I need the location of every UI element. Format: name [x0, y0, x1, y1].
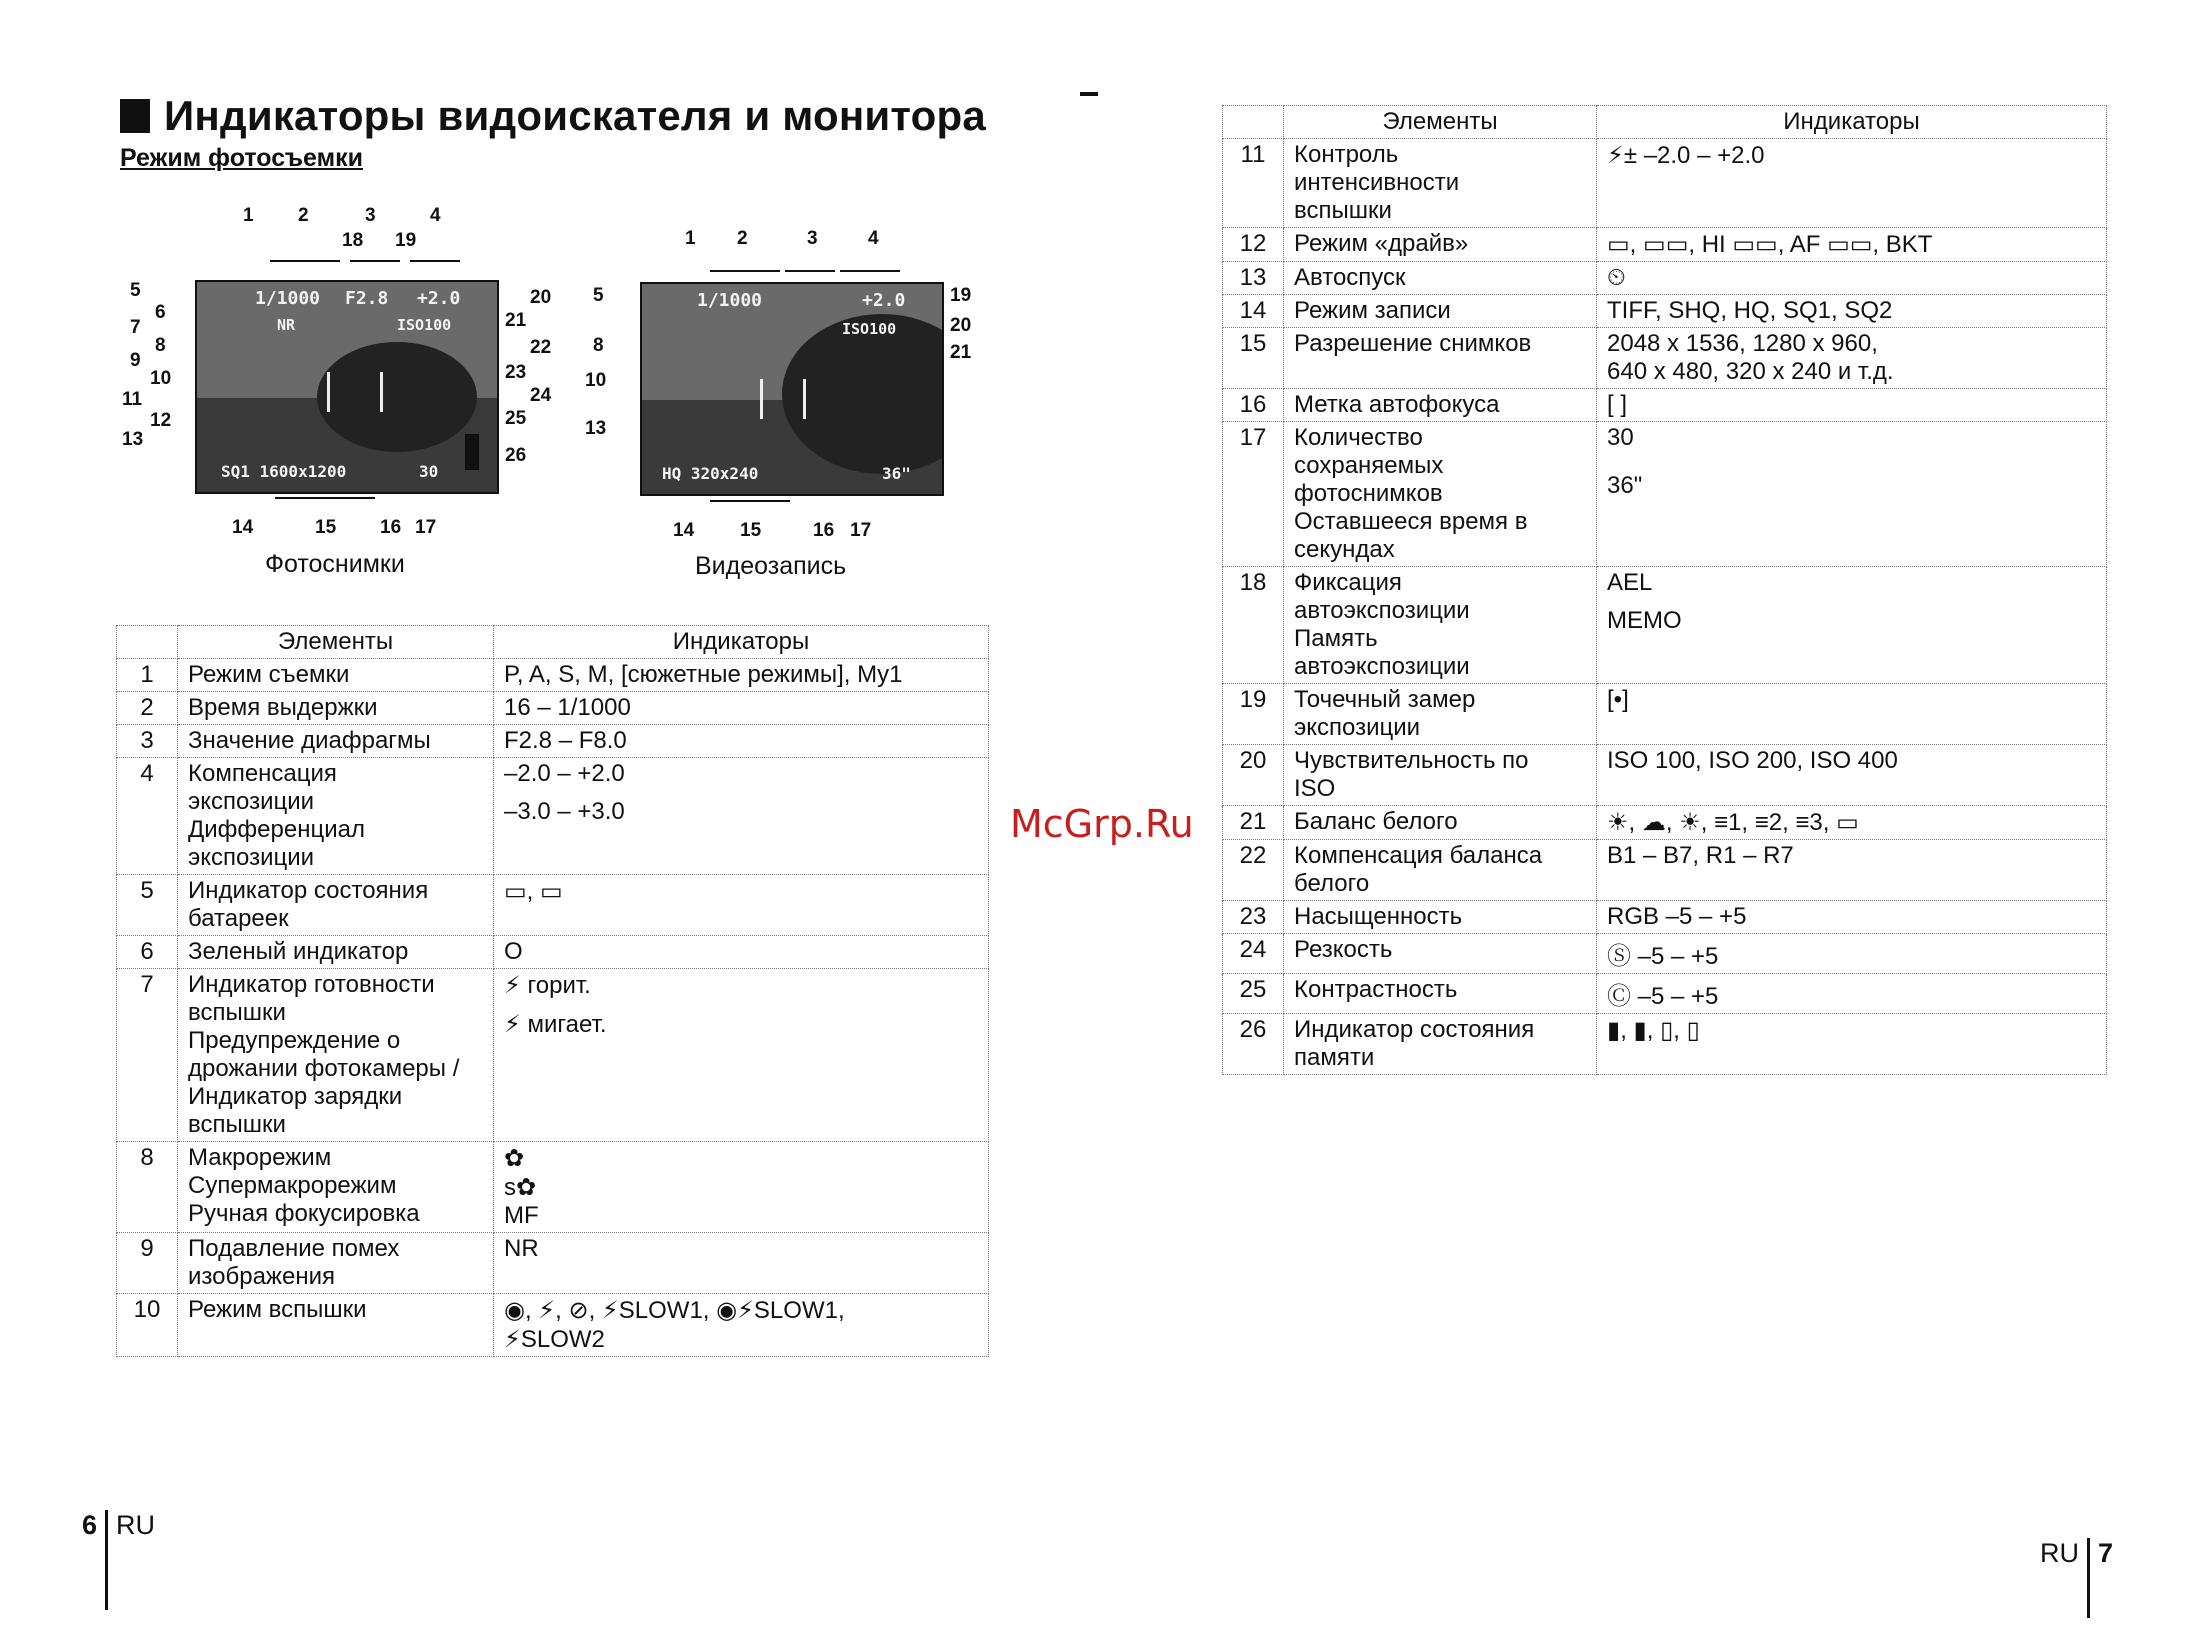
indicator-cell	[494, 969, 989, 1142]
element-line: ISO	[1294, 775, 1336, 802]
element-line: сохраняемых	[1294, 452, 1444, 479]
element-cell	[178, 758, 494, 875]
right-page-lang: RU	[2040, 1538, 2079, 1568]
indicator-line: –3.0 – +3.0	[504, 798, 625, 825]
element-line: Подавление помех	[188, 1235, 400, 1262]
osd-iso: ISO100	[842, 320, 897, 338]
element-line: автоэкспозиции	[1294, 597, 1470, 624]
indicator-cell	[494, 875, 989, 936]
callout-5: 5	[593, 285, 604, 306]
indicator-cell	[1597, 328, 2107, 389]
indicator-cell	[494, 1142, 989, 1233]
element-line: Разрешение снимков	[1294, 330, 1532, 357]
element-line: Режим записи	[1294, 297, 1451, 324]
indicator-line: ⚡SLOW2	[504, 1326, 605, 1353]
element-line: Индикатор состояния	[188, 877, 429, 904]
indicator-line: s✿	[504, 1174, 537, 1201]
osd-count: 36"	[882, 464, 911, 483]
table-row	[1223, 934, 2107, 974]
table-row	[117, 969, 989, 1142]
callout-8: 8	[155, 335, 166, 356]
table-header-row	[1223, 106, 2107, 139]
element-line: Насыщенность	[1294, 903, 1463, 930]
callout-21: 21	[950, 342, 972, 363]
indicator-line	[1607, 462, 2096, 472]
element-line: интенсивности	[1294, 169, 1460, 196]
osd-record: HQ 320x240	[662, 464, 759, 483]
indicator-line: ⚡ мигает.	[504, 1011, 607, 1038]
element-line: Память	[1294, 625, 1378, 652]
watermark: McGrp.Ru	[1010, 802, 1194, 846]
osd-exposure: +2.0	[862, 290, 906, 311]
element-cell	[1284, 228, 1597, 262]
table-row	[1223, 567, 2107, 684]
element-line: Режим съемки	[188, 661, 350, 688]
indicator-line: O	[504, 938, 523, 965]
table-row	[117, 1294, 989, 1357]
table-row	[117, 936, 989, 969]
header-num	[117, 626, 178, 659]
osd-record: SQ1 1600x1200	[221, 462, 347, 481]
header-elements: Элементы	[1284, 106, 1597, 139]
indicator-line: ◉, ⚡, ⊘, ⚡SLOW1, ◉⚡SLOW1,	[504, 1297, 845, 1324]
header-indicators: Индикаторы	[494, 626, 989, 659]
element-line: батареек	[188, 905, 289, 932]
row-number: 4	[117, 758, 178, 875]
indicator-line	[504, 788, 978, 798]
row-number: 2	[117, 692, 178, 725]
element-line: Зеленый индикатор	[188, 938, 409, 965]
row-number: 16	[1223, 389, 1284, 422]
element-line: Режим «драйв»	[1294, 230, 1469, 257]
table-row	[1223, 745, 2107, 806]
footer-divider	[2087, 1538, 2090, 1618]
callout-4: 4	[868, 228, 879, 249]
osd-shutter: 1/1000	[697, 290, 763, 311]
callout-6: 6	[155, 302, 166, 323]
element-line: Чувствительность по	[1294, 747, 1529, 774]
callout-26: 26	[505, 445, 527, 466]
indicator-cell	[1597, 262, 2107, 295]
row-number: 14	[1223, 295, 1284, 328]
table-row	[1223, 389, 2107, 422]
indicator-line: 30	[1607, 424, 1634, 451]
table-row	[117, 659, 989, 692]
indicator-cell	[494, 659, 989, 692]
indicator-cell	[494, 1294, 989, 1357]
callout-20: 20	[950, 315, 972, 336]
indicator-line: NR	[504, 1235, 539, 1262]
element-line: экспозиции	[1294, 714, 1421, 741]
row-number: 22	[1223, 840, 1284, 901]
element-line: Резкость	[1294, 936, 1393, 963]
indicator-cell	[1597, 567, 2107, 684]
element-line: Дифференциал	[188, 816, 365, 843]
row-number: 9	[117, 1233, 178, 1294]
indicator-cell	[494, 758, 989, 875]
indicator-line: ▭, ▭	[504, 878, 563, 905]
element-cell	[1284, 389, 1597, 422]
table-row	[1223, 228, 2107, 262]
element-line: секундах	[1294, 536, 1395, 563]
callout-23: 23	[505, 362, 527, 383]
element-cell	[1284, 262, 1597, 295]
indicator-line: ⏲	[1607, 264, 1626, 291]
element-line: Предупреждение о	[188, 1027, 401, 1054]
table-row	[1223, 328, 2107, 389]
row-number: 6	[117, 936, 178, 969]
element-line: Компенсация баланса	[1294, 842, 1543, 869]
element-cell	[178, 1142, 494, 1233]
indicator-cell	[1597, 901, 2107, 934]
element-cell	[1284, 139, 1597, 228]
photo-caption: Фотоснимки	[265, 550, 405, 578]
element-cell	[1284, 806, 1597, 840]
element-line: экспозиции	[188, 844, 315, 871]
indicator-cell	[1597, 934, 2107, 974]
row-number: 15	[1223, 328, 1284, 389]
callout-22: 22	[530, 337, 552, 358]
callout-13: 13	[585, 418, 607, 439]
element-line: Индикатор зарядки	[188, 1083, 403, 1110]
indicator-line: ⚡± –2.0 – +2.0	[1607, 142, 1765, 169]
table-header-row	[117, 626, 989, 659]
row-number: 7	[117, 969, 178, 1142]
row-number: 1	[117, 659, 178, 692]
table-row	[1223, 684, 2107, 745]
indicator-cell	[1597, 228, 2107, 262]
callout-2: 2	[737, 228, 748, 249]
row-number: 26	[1223, 1014, 1284, 1075]
element-line: Индикатор готовности	[188, 971, 435, 998]
row-number: 13	[1223, 262, 1284, 295]
indicator-line: MF	[504, 1202, 539, 1229]
row-number: 18	[1223, 567, 1284, 684]
callout-8: 8	[593, 335, 604, 356]
element-cell	[178, 936, 494, 969]
element-cell	[178, 725, 494, 758]
callout-20: 20	[530, 287, 552, 308]
table-row	[117, 1233, 989, 1294]
callout-14: 14	[232, 517, 254, 538]
indicator-line	[1607, 452, 2096, 462]
indicator-line: Ⓢ –5 – +5	[1607, 943, 1719, 970]
left-footer	[82, 1510, 155, 1610]
table-row	[117, 725, 989, 758]
element-cell	[1284, 328, 1597, 389]
indicator-cell	[494, 936, 989, 969]
left-page-number: 6	[82, 1510, 98, 1540]
element-line: Индикатор состояния	[1294, 1016, 1535, 1043]
indicator-line: –2.0 – +2.0	[504, 760, 625, 787]
callout-24: 24	[530, 385, 552, 406]
indicator-line: ISO 100, ISO 200, ISO 400	[1607, 747, 1898, 774]
indicator-cell	[1597, 1014, 2107, 1075]
indicator-line	[1607, 597, 2096, 607]
table-row	[1223, 806, 2107, 840]
element-cell	[178, 1233, 494, 1294]
video-figure	[585, 220, 1005, 590]
callout-19: 19	[395, 230, 417, 251]
indicator-cell	[494, 725, 989, 758]
table-row	[117, 875, 989, 936]
header-indicators: Индикаторы	[1597, 106, 2107, 139]
element-line: Макрорежим	[188, 1144, 332, 1171]
element-line: Контрастность	[1294, 976, 1458, 1003]
callout-21: 21	[505, 310, 527, 331]
element-line: Фиксация	[1294, 569, 1402, 596]
element-cell	[1284, 901, 1597, 934]
row-number: 11	[1223, 139, 1284, 228]
callout-15: 15	[315, 517, 337, 538]
row-number: 20	[1223, 745, 1284, 806]
indicator-line: 2048 x 1536, 1280 x 960,	[1607, 330, 1878, 357]
indicator-cell	[1597, 974, 2107, 1014]
element-cell	[178, 659, 494, 692]
callout-14: 14	[673, 520, 695, 541]
row-number: 23	[1223, 901, 1284, 934]
element-cell	[1284, 840, 1597, 901]
indicator-cell	[1597, 806, 2107, 840]
page-title	[120, 92, 986, 140]
callout-18: 18	[342, 230, 364, 251]
callout-13: 13	[122, 429, 144, 450]
section-marker-icon	[120, 99, 150, 133]
element-cell	[1284, 422, 1597, 567]
element-line: Время выдержки	[188, 694, 378, 721]
indicator-line: ☀, ☁, ☀, ≡1, ≡2, ≡3, ▭	[1607, 809, 1859, 836]
callout-3: 3	[807, 228, 818, 249]
element-line: Супермакрорежим	[188, 1172, 397, 1199]
element-cell	[178, 969, 494, 1142]
element-cell	[1284, 745, 1597, 806]
left-indicator-table	[116, 625, 989, 1357]
row-number: 10	[117, 1294, 178, 1357]
page-title-text: Индикаторы видоискателя и монитора	[164, 92, 986, 139]
table-row	[1223, 139, 2107, 228]
photo-figure	[110, 205, 552, 585]
element-line: Значение диафрагмы	[188, 727, 431, 754]
table-row	[1223, 840, 2107, 901]
footer-divider	[105, 1510, 108, 1610]
callout-15: 15	[740, 520, 762, 541]
header-num	[1223, 106, 1284, 139]
right-table-body	[1223, 139, 2107, 1075]
element-line: Автоспуск	[1294, 264, 1406, 291]
indicator-cell	[1597, 389, 2107, 422]
left-page-lang: RU	[116, 1510, 156, 1540]
row-number: 21	[1223, 806, 1284, 840]
video-caption: Видеозапись	[695, 552, 847, 580]
callout-1: 1	[685, 228, 696, 249]
element-cell	[1284, 684, 1597, 745]
element-line: дрожании фотокамеры /	[188, 1055, 460, 1082]
row-number: 12	[1223, 228, 1284, 262]
table-row	[117, 758, 989, 875]
indicator-line: ⚡ горит.	[504, 972, 591, 999]
indicator-line: RGB –5 – +5	[1607, 903, 1747, 930]
indicator-line: Ⓒ –5 – +5	[1607, 983, 1719, 1010]
indicator-line: MEMO	[1607, 607, 1682, 634]
row-number: 3	[117, 725, 178, 758]
indicator-cell	[1597, 684, 2107, 745]
indicator-line: [ ]	[1607, 391, 1628, 418]
element-line: вспышки	[188, 1111, 286, 1138]
element-cell	[178, 1294, 494, 1357]
right-footer	[2040, 1538, 2113, 1618]
row-number: 19	[1223, 684, 1284, 745]
video-screen	[640, 282, 944, 496]
element-line: Режим вспышки	[188, 1296, 367, 1323]
indicator-cell	[1597, 422, 2107, 567]
element-cell	[1284, 974, 1597, 1014]
right-page-number: 7	[2098, 1538, 2114, 1568]
osd-shutter: 1/1000	[255, 288, 321, 309]
indicator-line: 640 x 480, 320 x 240 и т.д.	[1607, 358, 1894, 385]
element-line: экспозиции	[188, 788, 315, 815]
callout-5: 5	[130, 280, 141, 301]
table-row	[1223, 422, 2107, 567]
indicator-line: 36"	[1607, 472, 1643, 499]
memory-gauge-icon	[465, 434, 479, 470]
indicator-line: B1 – B7, R1 – R7	[1607, 842, 1794, 869]
callout-1: 1	[243, 205, 254, 226]
indicator-line: [•]	[1607, 686, 1629, 713]
element-cell	[1284, 1014, 1597, 1075]
osd-aperture: F2.8	[345, 288, 389, 309]
indicator-cell	[1597, 139, 2107, 228]
indicator-cell	[1597, 840, 2107, 901]
table-row	[1223, 295, 2107, 328]
indicator-line: P, A, S, M, [сюжетные режимы], My1	[504, 661, 903, 688]
osd-iso: ISO100	[397, 316, 452, 334]
element-cell	[1284, 934, 1597, 974]
left-table-body	[117, 659, 989, 1357]
indicator-line: F2.8 – F8.0	[504, 727, 627, 754]
table-row	[1223, 262, 2107, 295]
callout-17: 17	[850, 520, 872, 541]
element-cell	[178, 875, 494, 936]
element-line: Оставшееся время в	[1294, 508, 1528, 535]
right-indicator-table	[1222, 105, 2107, 1075]
page-header	[120, 92, 986, 173]
indicator-cell	[1597, 745, 2107, 806]
element-line: белого	[1294, 870, 1370, 897]
osd-nr: NR	[277, 316, 296, 334]
af-mark	[327, 372, 383, 412]
indicator-line: 16 – 1/1000	[504, 694, 631, 721]
callout-12: 12	[150, 410, 172, 431]
element-cell	[178, 692, 494, 725]
callout-16: 16	[380, 517, 402, 538]
element-cell	[1284, 295, 1597, 328]
indicator-line	[504, 1000, 978, 1010]
element-line: Точечный замер	[1294, 686, 1476, 713]
element-line: Компенсация	[188, 760, 337, 787]
callout-19: 19	[950, 285, 972, 306]
indicator-cell	[494, 692, 989, 725]
element-line: Баланс белого	[1294, 808, 1458, 835]
element-line: фотоснимков	[1294, 480, 1443, 507]
table-row	[117, 692, 989, 725]
callout-7: 7	[130, 317, 141, 338]
callout-10: 10	[150, 368, 172, 389]
row-number: 5	[117, 875, 178, 936]
osd-exposure: +2.0	[417, 288, 461, 309]
page-mark	[1080, 92, 1098, 96]
callout-3: 3	[365, 205, 376, 226]
element-line: вспышки	[1294, 197, 1392, 224]
header-elements: Элементы	[178, 626, 494, 659]
callout-9: 9	[130, 350, 141, 371]
indicator-line: ▭, ▭▭, HI ▭▭, AF ▭▭, BKT	[1607, 231, 1933, 258]
table-row	[1223, 974, 2107, 1014]
element-line: автоэкспозиции	[1294, 653, 1470, 680]
indicator-cell	[1597, 295, 2107, 328]
indicator-line: ▮, ▮, ▯, ▯	[1607, 1017, 1700, 1044]
af-mark	[760, 379, 806, 419]
element-line: изображения	[188, 1263, 335, 1290]
row-number: 25	[1223, 974, 1284, 1014]
callout-4: 4	[430, 205, 441, 226]
page-subtitle: Режим фотосъемки	[120, 144, 363, 172]
osd-count: 30	[419, 462, 439, 481]
callout-17: 17	[415, 517, 437, 538]
element-line: вспышки	[188, 999, 286, 1026]
callout-11: 11	[122, 389, 143, 410]
table-row	[1223, 901, 2107, 934]
element-line: Количество	[1294, 424, 1423, 451]
element-line: Ручная фокусировка	[188, 1200, 420, 1227]
table-row	[1223, 1014, 2107, 1075]
element-cell	[1284, 567, 1597, 684]
element-line: Метка автофокуса	[1294, 391, 1500, 418]
indicator-line: ✿	[504, 1145, 525, 1172]
callout-25: 25	[505, 408, 527, 429]
element-line: Контроль	[1294, 141, 1399, 168]
photo-screen	[195, 280, 499, 494]
indicator-line: TIFF, SHQ, HQ, SQ1, SQ2	[1607, 297, 1893, 324]
indicator-cell	[494, 1233, 989, 1294]
indicator-line: AEL	[1607, 569, 1653, 596]
element-line: памяти	[1294, 1044, 1375, 1071]
callout-16: 16	[813, 520, 835, 541]
table-row	[117, 1142, 989, 1233]
callout-2: 2	[298, 205, 309, 226]
callout-10: 10	[585, 370, 607, 391]
row-number: 17	[1223, 422, 1284, 567]
row-number: 8	[117, 1142, 178, 1233]
row-number: 24	[1223, 934, 1284, 974]
